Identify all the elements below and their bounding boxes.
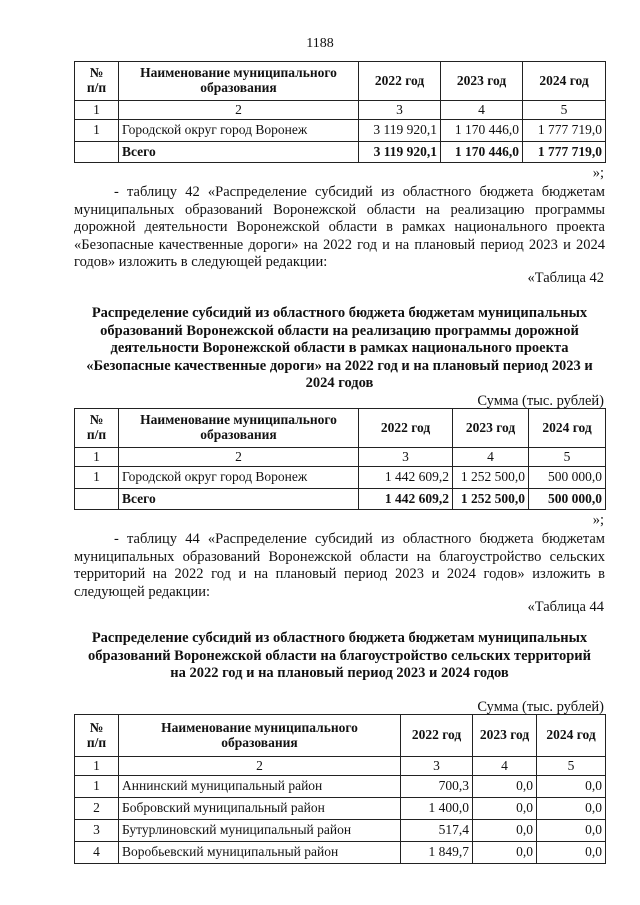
col-header-2024: 2024 год (523, 62, 606, 101)
row-name: Бутурлиновский муниципальный район (119, 820, 401, 842)
row-value-2022: 1 442 609,2 (359, 467, 453, 489)
table-42-title: Распределение субсидий из областного бюджета бюджетам муниципальных образований Воронежской области на реализацию программы дорожной деятельности Воронежской области в рамках национального проекта «Безопасные качественные дороги» на 2022 год и на плановый период 2023 и 2024 годов (86, 305, 593, 391)
column-number: 2 (119, 101, 359, 120)
paragraph-table-42: - таблицу 42 «Распределение субсидий из областного бюджета бюджетам муниципальных образований Воронежской области на реализацию программы дорожной деятельности Воронежской области в рамках национального проекта «Безопасные качественные дороги» на 2022 год и на плановый период 2023 и 2024 годов» изложить в следующей редакции: (74, 184, 605, 270)
column-number: 5 (529, 448, 606, 467)
row-name: Городской округ город Воронеж (119, 120, 359, 142)
column-number: 2 (119, 448, 359, 467)
col-header-2023: 2023 год (473, 715, 537, 757)
table-42 (74, 408, 606, 510)
total-row (75, 142, 606, 163)
row-value-2022: 1 849,7 (401, 842, 473, 864)
row-value-2022: 517,4 (401, 820, 473, 842)
row-num: 1 (75, 467, 119, 489)
table-44-title: Распределение субсидий из областного бюджета бюджетам муниципальных образований Воронежской области на благоустройство сельских территорий на 2022 год и на плановый период 2023 и 2024 годов (87, 630, 592, 681)
page-number: 1188 (306, 36, 334, 51)
row-num: 3 (75, 820, 119, 842)
column-number: 4 (441, 101, 523, 120)
column-number: 1 (75, 101, 119, 120)
row-name: Воробьевский муниципальный район (119, 842, 401, 864)
row-value-2024: 1 777 719,0 (523, 120, 606, 142)
row-value-2022: 3 119 920,1 (359, 120, 441, 142)
row-value-2023: 0,0 (473, 776, 537, 798)
total-num (75, 142, 119, 163)
col-header-2022: 2022 год (359, 62, 441, 101)
col-header-num: № п/п (75, 715, 119, 757)
row-value-2024: 0,0 (537, 776, 606, 798)
sum-label: Сумма (тыс. рублей) (477, 393, 604, 409)
table-row (75, 820, 606, 842)
total-value-2024: 500 000,0 (529, 489, 606, 510)
total-value-2024: 1 777 719,0 (523, 142, 606, 163)
column-number: 1 (75, 757, 119, 776)
row-value-2023: 0,0 (473, 842, 537, 864)
total-value-2023: 1 252 500,0 (453, 489, 529, 510)
column-number: 2 (119, 757, 401, 776)
total-num (75, 489, 119, 510)
column-number: 4 (453, 448, 529, 467)
col-header-2022: 2022 год (359, 409, 453, 448)
column-number: 3 (359, 101, 441, 120)
row-num: 1 (75, 120, 119, 142)
column-number-row (75, 448, 606, 467)
row-value-2023: 0,0 (473, 798, 537, 820)
table-previous (74, 61, 606, 163)
row-num: 4 (75, 842, 119, 864)
total-row (75, 489, 606, 510)
column-number: 5 (537, 757, 606, 776)
row-num: 2 (75, 798, 119, 820)
closing-quote: »; (592, 512, 604, 528)
column-number: 1 (75, 448, 119, 467)
table-row (75, 120, 606, 142)
row-value-2024: 0,0 (537, 798, 606, 820)
table-row (75, 842, 606, 864)
table-header-row (75, 62, 606, 101)
col-header-name: Наименование муниципального образования (119, 409, 359, 448)
row-value-2023: 1 252 500,0 (453, 467, 529, 489)
row-value-2022: 1 400,0 (401, 798, 473, 820)
column-number: 4 (473, 757, 537, 776)
table-row (75, 776, 606, 798)
table-44-label: «Таблица 44 (527, 599, 604, 615)
column-number: 3 (401, 757, 473, 776)
total-value-2022: 3 119 920,1 (359, 142, 441, 163)
column-number-row (75, 101, 606, 120)
table-44 (74, 714, 606, 864)
row-value-2023: 0,0 (473, 820, 537, 842)
col-header-num: № п/п (75, 62, 119, 101)
col-header-2023: 2023 год (441, 62, 523, 101)
table-row (75, 467, 606, 489)
row-name: Аннинский муниципальный район (119, 776, 401, 798)
col-header-2024: 2024 год (529, 409, 606, 448)
closing-quote: »; (592, 165, 604, 181)
row-num: 1 (75, 776, 119, 798)
col-header-2023: 2023 год (453, 409, 529, 448)
row-value-2024: 500 000,0 (529, 467, 606, 489)
total-label: Всего (119, 489, 359, 510)
column-number: 5 (523, 101, 606, 120)
col-header-num: № п/п (75, 409, 119, 448)
total-value-2023: 1 170 446,0 (441, 142, 523, 163)
column-number: 3 (359, 448, 453, 467)
col-header-name: Наименование муниципального образования (119, 715, 401, 757)
total-value-2022: 1 442 609,2 (359, 489, 453, 510)
sum-label: Сумма (тыс. рублей) (477, 699, 604, 715)
table-header-row (75, 409, 606, 448)
row-value-2023: 1 170 446,0 (441, 120, 523, 142)
col-header-2022: 2022 год (401, 715, 473, 757)
row-value-2024: 0,0 (537, 842, 606, 864)
row-value-2022: 700,3 (401, 776, 473, 798)
row-name: Городской округ город Воронеж (119, 467, 359, 489)
row-value-2024: 0,0 (537, 820, 606, 842)
table-42-label: «Таблица 42 (527, 270, 604, 286)
col-header-2024: 2024 год (537, 715, 606, 757)
col-header-name: Наименование муниципального образования (119, 62, 359, 101)
table-header-row (75, 715, 606, 757)
table-row (75, 798, 606, 820)
row-name: Бобровский муниципальный район (119, 798, 401, 820)
paragraph-table-44: - таблицу 44 «Распределение субсидий из областного бюджета бюджетам муниципальных образований Воронежской области на благоустройство сельских территорий на 2022 год и на плановый период 2023 и 2024 годов» изложить в следующей редакции: (74, 531, 605, 600)
total-label: Всего (119, 142, 359, 163)
column-number-row (75, 757, 606, 776)
